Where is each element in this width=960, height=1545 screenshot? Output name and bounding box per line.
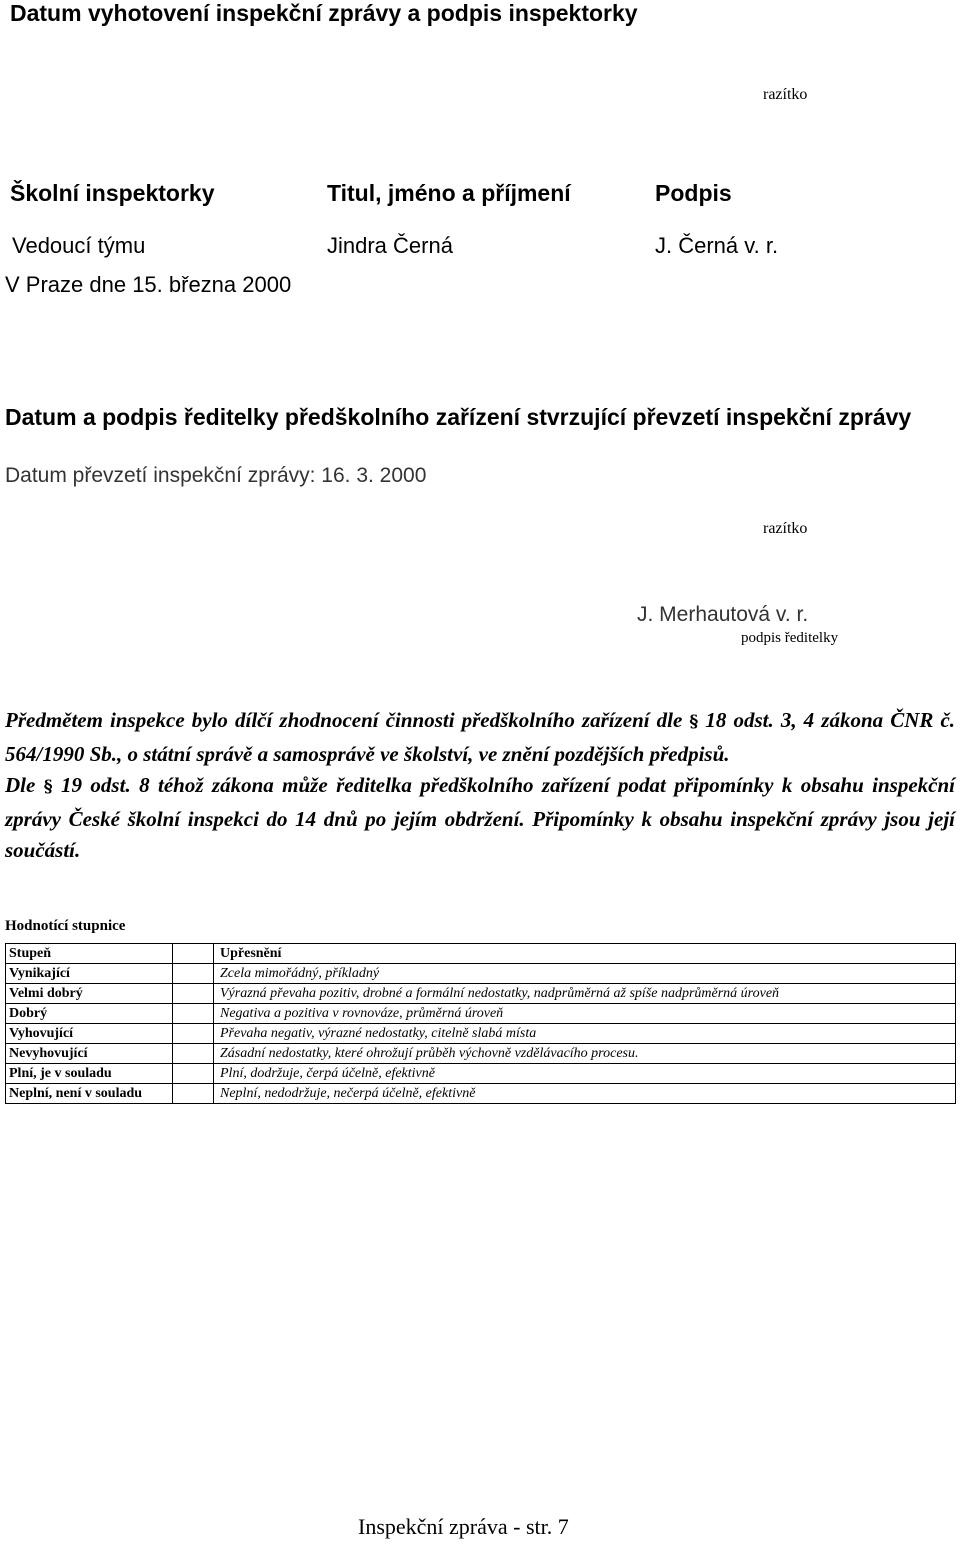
grade-cell: Dobrý <box>6 1004 173 1024</box>
rating-scale-table <box>5 943 956 1104</box>
table-gap <box>173 1064 214 1084</box>
inspector-name: Jindra Černá <box>327 233 453 258</box>
notice-text: Dle <box>5 773 36 797</box>
director-signature-caption: podpis ředitelky <box>741 630 839 646</box>
description-cell: Zásadní nedostatky, které ohrožují průběh výchovně vzdělávacího procesu. <box>214 1044 956 1064</box>
table-row <box>6 984 956 1004</box>
notice-text: Předmětem inspekce bylo dílčí zhodnocení činnosti předškolního zařízení dle <box>5 708 683 732</box>
notice-paragraph-1 <box>5 705 955 770</box>
grade-cell: Neplní, není v souladu <box>6 1084 173 1104</box>
table-row <box>6 1044 956 1064</box>
grade-cell: Vynikající <box>6 964 173 984</box>
description-cell: Výrazná převaha pozitiv, drobné a formální nedostatky, nadprůměrná až spíše nadprůměrná úroveň <box>214 984 956 1004</box>
handover-date: Datum převzetí inspekční zprávy: 16. 3. 2000 <box>5 464 427 487</box>
name-column-header: Titul, jméno a příjmení <box>327 180 571 206</box>
inspector-role: Vedoucí týmu <box>12 233 146 258</box>
place-and-date: V Praze dne 15. března 2000 <box>5 272 292 297</box>
grade-cell: Plní, je v souladu <box>6 1064 173 1084</box>
inspectors-column-header: Školní inspektorky <box>10 180 215 206</box>
grade-cell: Nevyhovující <box>6 1044 173 1064</box>
legal-notice <box>5 705 955 867</box>
inspector-signature: J. Černá v. r. <box>655 233 779 258</box>
notice-text: zákona ČNR č. 564/1990 Sb., o státní správě a samosprávě ve školství, ve znění pozdějších předpisů. <box>5 708 956 766</box>
description-header: Upřesnění <box>214 944 956 964</box>
table-header-row <box>6 944 956 964</box>
grade-header: Stupeň <box>6 944 173 964</box>
table-gap <box>173 1084 214 1104</box>
table-row <box>6 1004 956 1024</box>
section-sign-icon: § <box>689 712 699 732</box>
description-cell: Zcela mimořádný, příkladný <box>214 964 956 984</box>
description-cell: Převaha negativ, výrazné nedostatky, citelně slabá místa <box>214 1024 956 1044</box>
description-cell: Neplní, nedodržuje, nečerpá účelně, efektivně <box>214 1084 956 1104</box>
table-row <box>6 1084 956 1104</box>
table-row <box>6 1024 956 1044</box>
table-gap <box>173 944 214 964</box>
table-row <box>6 1064 956 1084</box>
table-gap <box>173 1044 214 1064</box>
table-gap <box>173 1004 214 1024</box>
rating-scale-title: Hodnotící stupnice <box>5 918 126 934</box>
description-cell: Negativa a pozitiva v rovnováze, průměrná úroveň <box>214 1004 956 1024</box>
director-acknowledgement-heading: Datum a podpis ředitelky předškolního zařízení stvrzující převzetí inspekční zprávy <box>5 404 912 430</box>
table-row <box>6 964 956 984</box>
description-cell: Plní, dodržuje, čerpá účelně, efektivně <box>214 1064 956 1084</box>
director-signature: J. Merhautová v. r. <box>637 603 809 626</box>
page-footer: Inspekční zpráva - str. 7 <box>358 1514 569 1539</box>
stamp-label: razítko <box>763 86 808 103</box>
stamp-label: razítko <box>763 520 808 537</box>
notice-paragraph-2 <box>5 770 955 867</box>
signature-column-header: Podpis <box>655 180 732 206</box>
table-gap <box>173 984 214 1004</box>
table-gap <box>173 1024 214 1044</box>
inspection-date-signature-heading: Datum vyhotovení inspekční zprávy a podpis inspektorky <box>10 0 638 26</box>
table-gap <box>173 964 214 984</box>
grade-cell: Velmi dobrý <box>6 984 173 1004</box>
notice-text: 19 odst. 8 téhož zákona může ředitelka předškolního zařízení podat připomínky k obsahu inspekční zprávy České školní inspekci do 14 dnů po jejím obdržení. Připomínky k obsahu inspekční zprávy jsou její součástí. <box>5 773 955 862</box>
grade-cell: Vyhovující <box>6 1024 173 1044</box>
section-sign-icon: § <box>43 777 53 797</box>
notice-text: 18 odst. 3, 4 <box>705 708 815 732</box>
